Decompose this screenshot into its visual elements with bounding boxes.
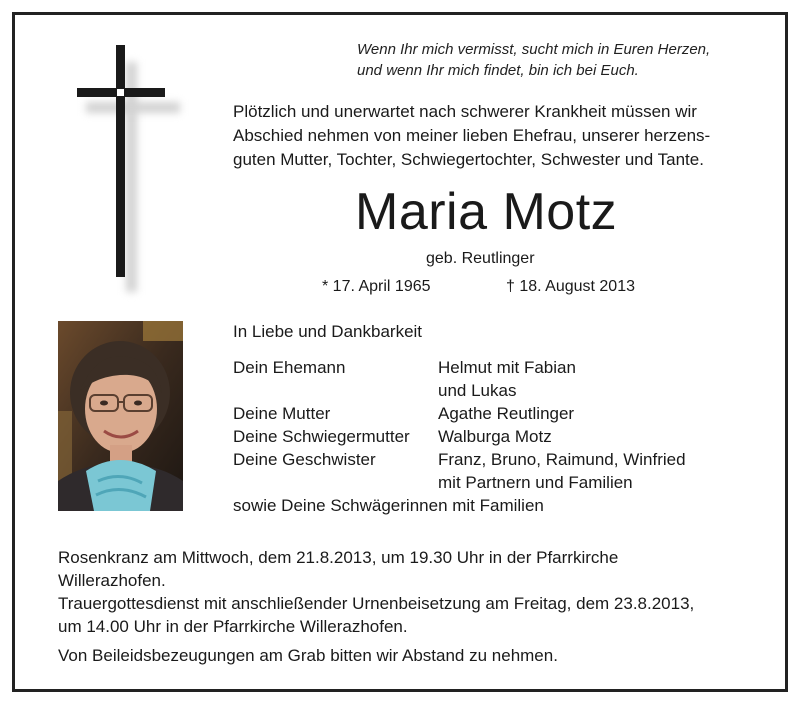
quote-line-2: und wenn Ihr mich findet, bin ich bei Euch. [357, 62, 639, 79]
mourner-names: mit Partnern und Familien [438, 473, 633, 492]
deceased-name: Maria Motz [355, 183, 618, 241]
intro-line-2: Abschied nehmen von meiner lieben Ehefrau, unserer herzens- [233, 126, 711, 145]
funeral-line-1: Trauergottesdienst mit anschließender Urnenbeisetzung am Freitag, dem 23.8.2013, [58, 594, 695, 613]
mourner-relation: Deine Mutter [233, 404, 331, 423]
birth-date: * 17. April 1965 [322, 278, 431, 295]
portrait-photo [58, 321, 183, 511]
condolence-note: Von Beileidsbezeugungen am Grab bitten wir Abstand zu nehmen. [58, 646, 558, 665]
rosary-line-2: Willerazhofen. [58, 571, 166, 590]
intro-line-1: Plötzlich und unerwartet nach schwerer Krankheit müssen wir [233, 102, 697, 121]
intro-line-3: guten Mutter, Tochter, Schwiegertochter, Schwester und Tante. [233, 150, 704, 169]
rosary-line-1: Rosenkranz am Mittwoch, dem 21.8.2013, um 19.30 Uhr in der Pfarrkirche [58, 548, 619, 567]
mourner-relation: Dein Ehemann [233, 358, 346, 377]
mourner-relation: Deine Geschwister [233, 450, 376, 469]
quote-line-1: Wenn Ihr mich vermisst, sucht mich in Euren Herzen, [357, 41, 711, 58]
mourner-names: Walburga Motz [438, 427, 552, 446]
funeral-line-2: um 14.00 Uhr in der Pfarrkirche Willerazhofen. [58, 617, 408, 636]
mourner-names: und Lukas [438, 381, 517, 400]
mourners-closing: sowie Deine Schwägerinnen mit Familien [233, 496, 544, 515]
mourner-names: Franz, Bruno, Raimund, Winfried [438, 450, 686, 469]
mourner-names: Helmut mit Fabian [438, 358, 576, 377]
death-date: † 18. August 2013 [506, 278, 635, 295]
mourner-names: Agathe Reutlinger [438, 404, 575, 423]
mourners-heading: In Liebe und Dankbarkeit [233, 322, 423, 341]
mourner-relation: Deine Schwiegermutter [233, 427, 410, 446]
maiden-name: geb. Reutlinger [426, 250, 535, 267]
